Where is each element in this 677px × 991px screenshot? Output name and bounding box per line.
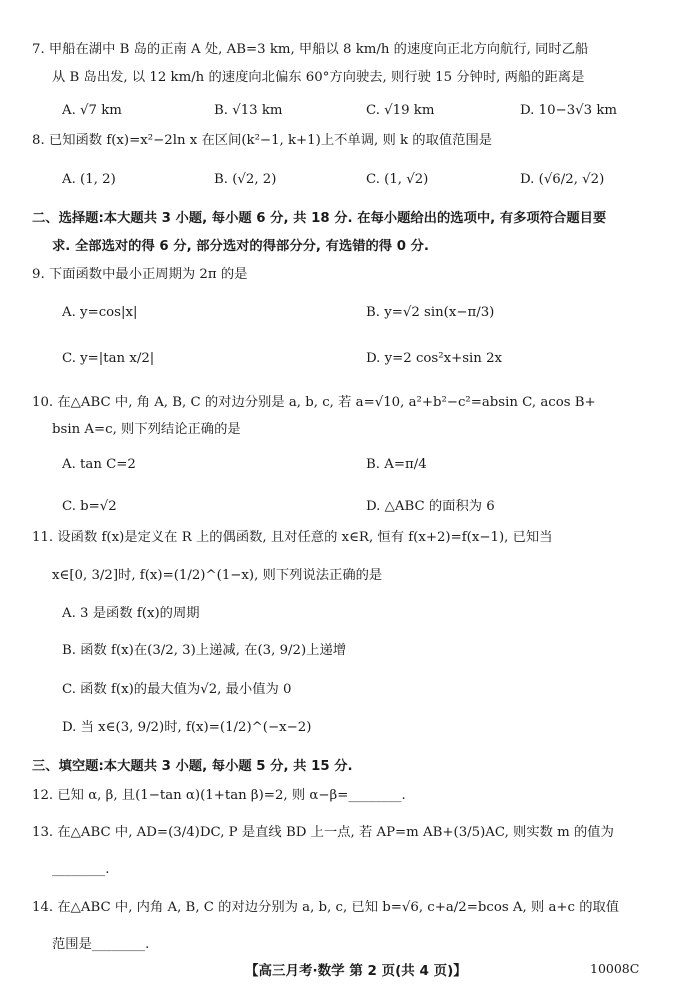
section-3-heading: 三、填空题:本大题共 3 小题, 每小题 5 分, 共 15 分.: [32, 759, 353, 774]
q13-answer-blank: ________.: [52, 862, 110, 877]
q11-stem-line-1: 11. 设函数 f(x)是定义在 R 上的偶函数, 且对任意的 x∈R, 恒有 f(x+2)=f(x−1), 已知当: [32, 530, 553, 545]
q10-option-c: C. b=√2: [62, 499, 117, 514]
q7-stem-line-2: 从 B 岛出发, 以 12 km/h 的速度向北偏东 60°方向驶去, 则行驶 15 分钟时, 两船的距离是: [52, 70, 585, 85]
page-footer: 【高三月考·数学 第 2 页(共 4 页)】: [245, 963, 467, 979]
exam-code: 10008C: [590, 961, 640, 976]
q9-option-a: A. y=cos|x|: [62, 305, 138, 320]
q10-stem-line-2: bsin A=c, 则下列结论正确的是: [52, 422, 241, 437]
q7-option-d: D. 10−3√3 km: [520, 103, 617, 118]
q14-stem-line-1: 14. 在△ABC 中, 内角 A, B, C 的对边分别为 a, b, c, 已知 b=√6, c+a/2=bcos A, 则 a+c 的取值: [32, 900, 620, 915]
q9-option-d: D. y=2 cos²x+sin 2x: [366, 351, 503, 366]
q8-option-c: C. (1, √2): [366, 172, 429, 187]
q9-option-c: C. y=|tan x/2|: [62, 351, 155, 366]
q7-stem-line-1: 7. 甲船在湖中 B 岛的正南 A 处, AB=3 km, 甲船以 8 km/h 的速度向正北方向航行, 同时乙船: [32, 42, 589, 57]
q7-option-a: A. √7 km: [62, 103, 122, 118]
section-2-heading-line-2: 求. 全部选对的得 6 分, 部分选对的得部分分, 有选错的得 0 分.: [52, 239, 429, 254]
q14-stem-line-2: 范围是________.: [52, 937, 150, 952]
q10-option-a: A. tan C=2: [62, 457, 136, 472]
q10-option-b: B. A=π/4: [366, 457, 427, 472]
q11-option-a: A. 3 是函数 f(x)的周期: [62, 606, 200, 621]
q9-option-b: B. y=√2 sin(x−π/3): [366, 305, 495, 320]
q7-option-b: B. √13 km: [214, 103, 283, 118]
q8-option-d: D. (√6/2, √2): [520, 172, 605, 187]
q13-stem-line-1: 13. 在△ABC 中, AD=(3/4)DC, P 是直线 BD 上一点, 若 AP=m AB+(3/5)AC, 则实数 m 的值为: [32, 825, 614, 840]
q11-stem-line-2: x∈[0, 3/2]时, f(x)=(1/2)^(1−x), 则下列说法正确的是: [52, 568, 383, 583]
q8-option-b: B. (√2, 2): [214, 172, 277, 187]
q12-stem: 12. 已知 α, β, 且(1−tan α)(1+tan β)=2, 则 α−β=________.: [32, 788, 406, 803]
q10-stem-line-1: 10. 在△ABC 中, 角 A, B, C 的对边分别是 a, b, c, 若 a=√10, a²+b²−c²=absin C, acos B+: [32, 395, 596, 410]
q9-stem: 9. 下面函数中最小正周期为 2π 的是: [32, 267, 248, 282]
section-2-heading-line-1: 二、选择题:本大题共 3 小题, 每小题 6 分, 共 18 分. 在每小题给出的选项中, 有多项符合题目要: [32, 211, 607, 226]
q11-option-b: B. 函数 f(x)在(3/2, 3)上递减, 在(3, 9/2)上递增: [62, 643, 347, 658]
q11-option-d: D. 当 x∈(3, 9/2)时, f(x)=(1/2)^(−x−2): [62, 720, 312, 735]
q11-option-c: C. 函数 f(x)的最大值为√2, 最小值为 0: [62, 682, 292, 697]
q10-option-d: D. △ABC 的面积为 6: [366, 499, 495, 514]
q7-option-c: C. √19 km: [366, 103, 435, 118]
q8-option-a: A. (1, 2): [62, 172, 116, 187]
q8-stem-line-1: 8. 已知函数 f(x)=x²−2ln x 在区间(k²−1, k+1)上不单调, 则 k 的取值范围是: [32, 133, 493, 148]
